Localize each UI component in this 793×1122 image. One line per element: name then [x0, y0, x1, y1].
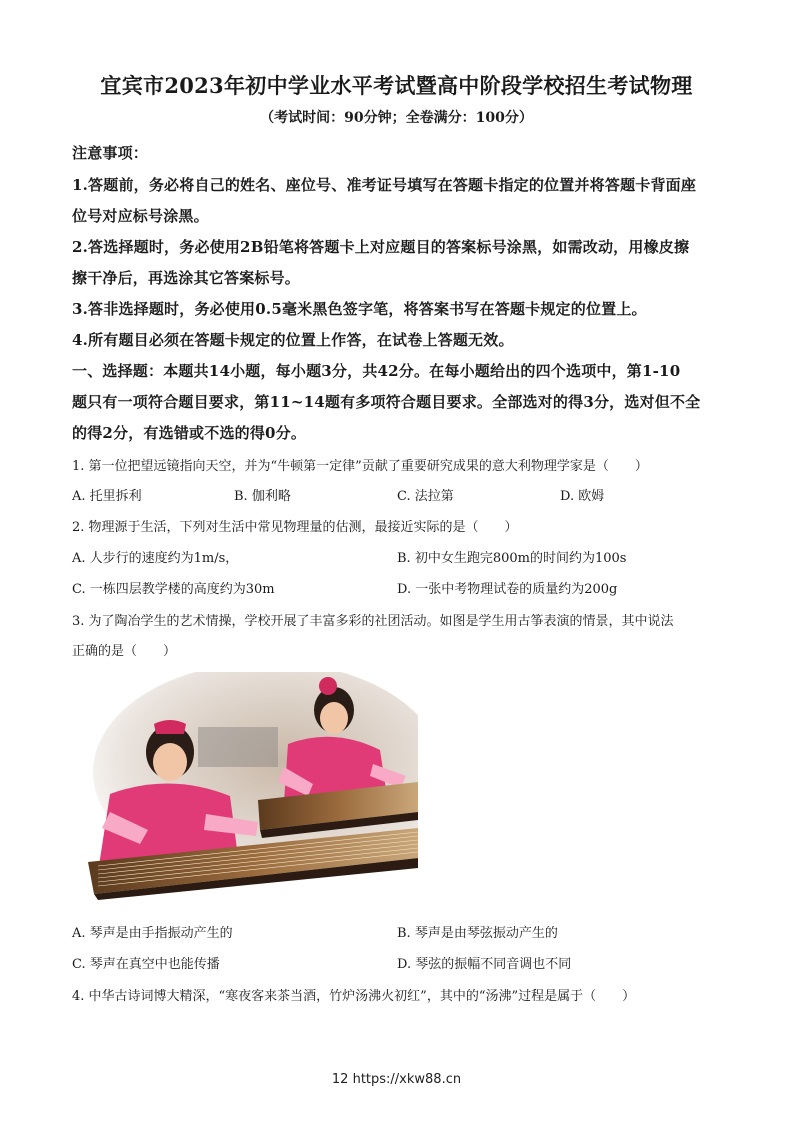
notice-line: 1.答题前，务必将自己的姓名、座位号、准考证号填写在答题卡指定的位置并将答题卡背面座 [72, 176, 697, 194]
question-4-stem: 4. 中华古诗词博大精深，“寒夜客来茶当酒，竹炉汤沸火初红”，其中的“汤沸”过程是属于（ ） [72, 989, 636, 1004]
q3-option-a: A. 琴声是由手指振动产生的 [72, 926, 233, 941]
page-footer: 12 https://xkw88.cn [331, 1072, 462, 1087]
section-line: 的得2分，有选错或不选的得0分。 [72, 424, 307, 442]
exam-info: （考试时间：90分钟；全卷满分：100分） [260, 110, 533, 126]
section-heading: 一、选择题：本题共14小题，每小题3分，共42分。在每小题给出的四个选项中，第1-10 [72, 362, 681, 380]
q2-option-a: A. 人步行的速度约为1m/s， [72, 551, 239, 566]
q1-option-c: C. 法拉第 [397, 489, 454, 504]
q2-option-d: D. 一张中考物理试卷的质量约为200g [397, 582, 618, 597]
notice-heading: 注意事项： [72, 144, 149, 162]
q2-option-b: B. 初中女生跑完800m的时间约为100s [397, 551, 627, 566]
q1-option-a: A. 托里拆利 [72, 489, 142, 504]
guzheng-performance-photo [88, 672, 418, 900]
notice-line: 位号对应标号涂黑。 [72, 207, 209, 225]
q1-option-d: D. 欧姆 [560, 489, 605, 504]
question-2-stem: 2. 物理源于生活，下列对生活中常见物理量的估测，最接近实际的是（ ） [72, 520, 518, 535]
notice-line: 2.答选择题时，务必使用2B铅笔将答题卡上对应题目的答案标号涂黑，如需改动，用橡皮擦 [72, 238, 690, 256]
page-title: 宜宾市2023年初中学业水平考试暨高中阶段学校招生考试物理 [100, 73, 693, 98]
question-1-stem: 1. 第一位把望远镜指向天空，并为“牛顿第一定律”贡献了重要研究成果的意大利物理学家是（ ） [72, 459, 648, 474]
q3-option-b: B. 琴声是由琴弦振动产生的 [397, 926, 558, 941]
q1-option-b: B. 伽利略 [234, 489, 291, 504]
notice-line: 3.答非选择题时，务必使用0.5毫米黑色签字笔，将答案书写在答题卡规定的位置上。 [72, 300, 647, 318]
q3-option-d: D. 琴弦的振幅不同音调也不同 [397, 957, 572, 972]
notice-line: 4.所有题目必须在答题卡规定的位置上作答，在试卷上答题无效。 [72, 331, 514, 349]
question-3-stem: 3. 为了陶冶学生的艺术情操，学校开展了丰富多彩的社团活动。如图是学生用古筝表演的情景，其中说法 [72, 614, 674, 629]
notice-line: 擦干净后，再选涂其它答案标号。 [72, 269, 301, 287]
q2-option-c: C. 一栋四层教学楼的高度约为30m [72, 582, 275, 597]
section-line: 题只有一项符合题目要求，第11~14题有多项符合题目要求。全部选对的得3分，选对但不全 [72, 393, 701, 411]
question-3-stem-cont: 正确的是（ ） [72, 644, 177, 659]
q3-option-c: C. 琴声在真空中也能传播 [72, 957, 220, 972]
